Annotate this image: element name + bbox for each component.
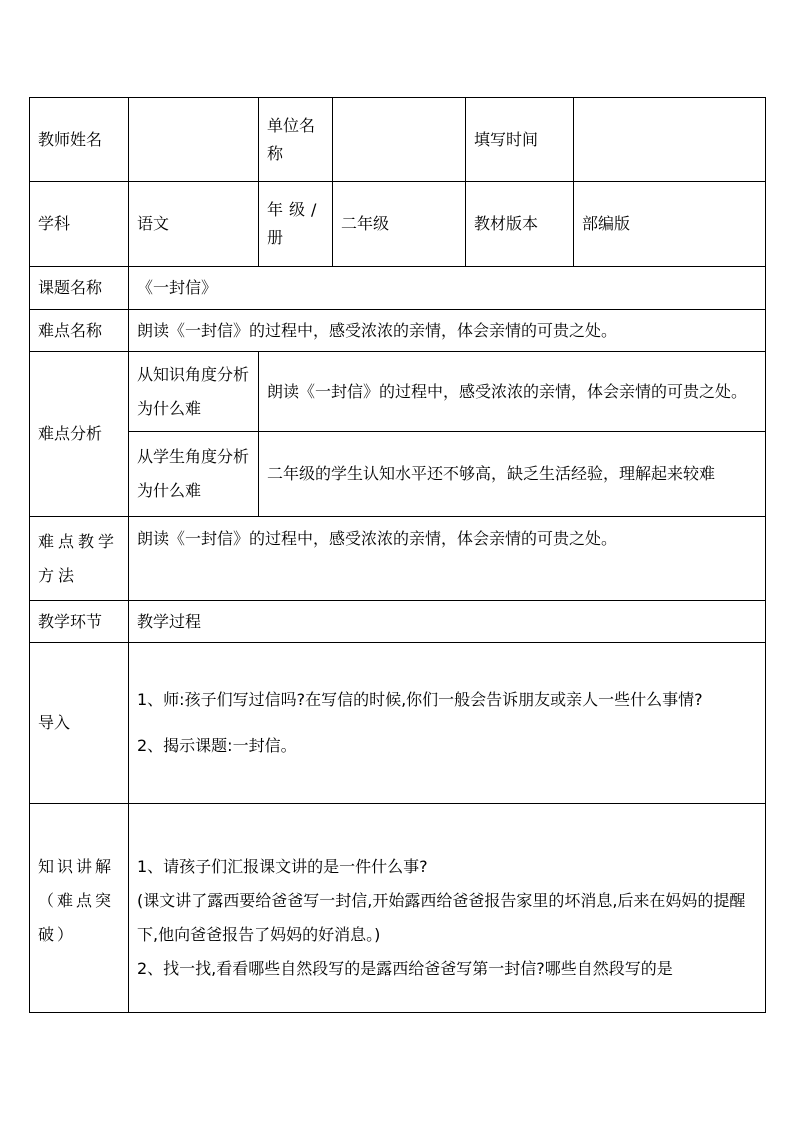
teaching-step-label: 教学环节: [30, 601, 129, 643]
student-angle-value: 二年级的学生认知水平还不够高，缺乏生活经验，理解起来较难: [259, 432, 766, 517]
intro-label: 导入: [30, 643, 129, 804]
explain-row: [30, 804, 766, 1013]
topic-value: 《一封信》: [129, 267, 766, 310]
topic-label: 课题名称: [30, 267, 129, 310]
difficulty-value: 朗读《一封信》的过程中，感受浓浓的亲情，体会亲情的可贵之处。: [129, 310, 766, 352]
intro-row: [30, 643, 766, 804]
teacher-name-value: [129, 98, 259, 182]
header-row-1: [30, 98, 766, 182]
edition-label: 教材版本: [466, 182, 574, 267]
method-row: [30, 517, 766, 601]
fill-date-value: [574, 98, 766, 182]
unit-name-label: 单位名称: [259, 98, 333, 182]
edition-value: 部编版: [574, 182, 766, 267]
intro-content: [129, 643, 766, 804]
grade-label: 年级/册: [259, 182, 333, 267]
method-label: 难点教学方法: [30, 517, 129, 601]
grade-value: 二年级: [333, 182, 466, 267]
difficulty-row: [30, 310, 766, 352]
explain-content: [129, 804, 766, 1013]
student-angle-label: 从学生角度分析为什么难: [129, 432, 259, 517]
subject-value: 语文: [129, 182, 259, 267]
explain-paragraph-3: 2、找一找,看看哪些自然段写的是露西给爸爸写第一封信?哪些自然段写的是: [137, 959, 673, 978]
knowledge-angle-label: 从知识角度分析为什么难: [129, 352, 259, 432]
analysis-row-student: [30, 432, 766, 517]
subject-label: 学科: [30, 182, 129, 267]
teaching-process-label: 教学过程: [129, 601, 766, 643]
header-row-2: [30, 182, 766, 267]
unit-name-value: [333, 98, 466, 182]
lesson-plan-table: [29, 97, 766, 1013]
teacher-name-label: 教师姓名: [30, 98, 129, 182]
knowledge-angle-value: 朗读《一封信》的过程中，感受浓浓的亲情，体会亲情的可贵之处。: [259, 352, 766, 432]
section-header-row: [30, 601, 766, 643]
analysis-label: 难点分析: [30, 352, 129, 517]
intro-paragraph-1: 1、师:孩子们写过信吗?在写信的时候,你们一般会告诉朋友或亲人一些什么事情?: [137, 690, 703, 709]
explain-paragraph-2: (课文讲了露西要给爸爸写一封信,开始露西给爸爸报告家里的坏消息,后来在妈妈的提醒下,他向爸爸报告了妈妈的好消息。): [137, 891, 746, 944]
topic-row: [30, 267, 766, 310]
explain-paragraph-1: 1、请孩子们汇报课文讲的是一件什么事?: [137, 857, 428, 876]
method-value: 朗读《一封信》的过程中，感受浓浓的亲情，体会亲情的可贵之处。: [129, 517, 766, 601]
intro-paragraph-2: 2、揭示课题:一封信。: [137, 736, 297, 755]
explain-label: 知识讲解（难点突破）: [30, 804, 129, 1013]
analysis-row-knowledge: [30, 352, 766, 432]
difficulty-label: 难点名称: [30, 310, 129, 352]
fill-date-label: 填写时间: [466, 98, 574, 182]
